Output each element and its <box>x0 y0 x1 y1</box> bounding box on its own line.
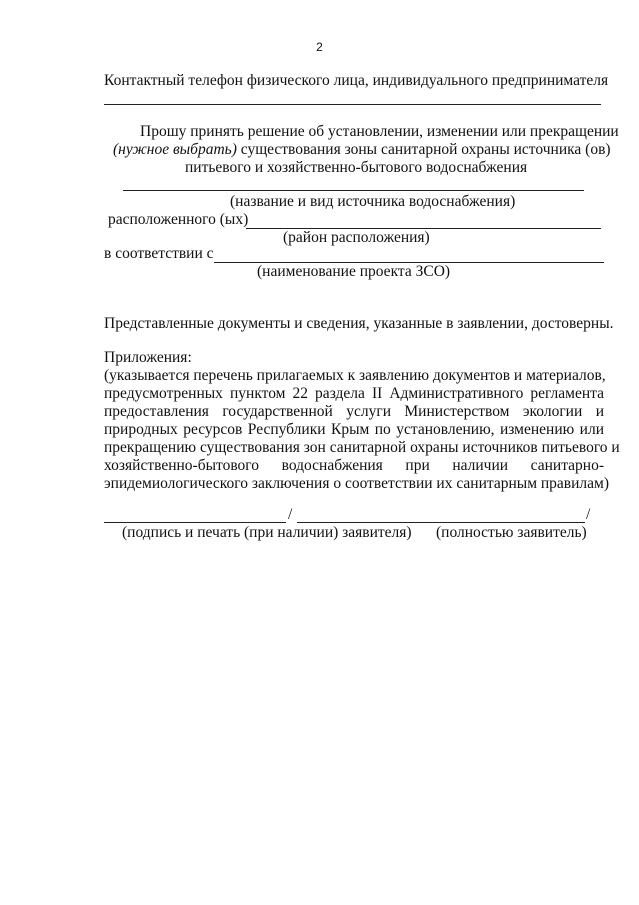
full-name-line <box>297 522 585 523</box>
attachments-line: предусмотренных пунктом 22 раздела II Административного регламента <box>104 385 604 402</box>
contact-phone-line <box>104 104 601 105</box>
located-label: расположенного (ых) <box>108 211 249 228</box>
project-caption: (наименование проекта ЗСО) <box>257 263 451 280</box>
reliability-statement: Представленные документы и сведения, указанные в заявлении, достоверны. <box>104 315 614 332</box>
page-number: 2 <box>316 40 323 54</box>
attachments-line: предоставления государственной услуги Министерством экологии и <box>104 403 604 420</box>
attachments-heading: Приложения: <box>104 349 192 366</box>
attachments-line: хозяйственно-бытового водоснабжения при наличии санитарно- <box>104 457 604 474</box>
choose-note: (нужное выбрать) <box>113 141 237 158</box>
request-line-2 <box>113 141 611 159</box>
request-line-1: Прошу принять решение об установлении, изменении или прекращении <box>140 123 619 140</box>
according-label: в соответствии с <box>104 245 214 262</box>
signature-line <box>104 522 286 523</box>
request-line-2-rest: существования зоны санитарной охраны источника (ов) <box>240 141 611 158</box>
signature-slash-2: / <box>586 506 591 523</box>
full-name-caption: (полностью заявитель) <box>436 524 587 541</box>
signature-caption: (подпись и печать (при наличии) заявителя) <box>122 524 412 541</box>
attachments-line: (указывается перечень прилагаемых к заявлению документов и материалов, <box>104 367 606 384</box>
source-line <box>123 190 584 191</box>
contact-phone-label: Контактный телефон физического лица, индивидуального предпринимателя <box>104 72 609 89</box>
attachments-line: природных ресурсов Республики Крым по установлению, изменению или <box>104 421 604 438</box>
source-caption: (название и вид источника водоснабжения) <box>230 193 516 210</box>
signature-slash-1: / <box>288 506 293 523</box>
attachments-line: прекращению существования зон санитарной охраны источников питьевого и <box>104 439 620 456</box>
district-caption: (район расположения) <box>283 229 430 246</box>
attachments-last-line: эпидемиологического заключения о соответствии их санитарным правилам) <box>104 475 609 492</box>
request-line-3: питьевого и хозяйственно-бытового водоснабжения <box>185 159 528 176</box>
